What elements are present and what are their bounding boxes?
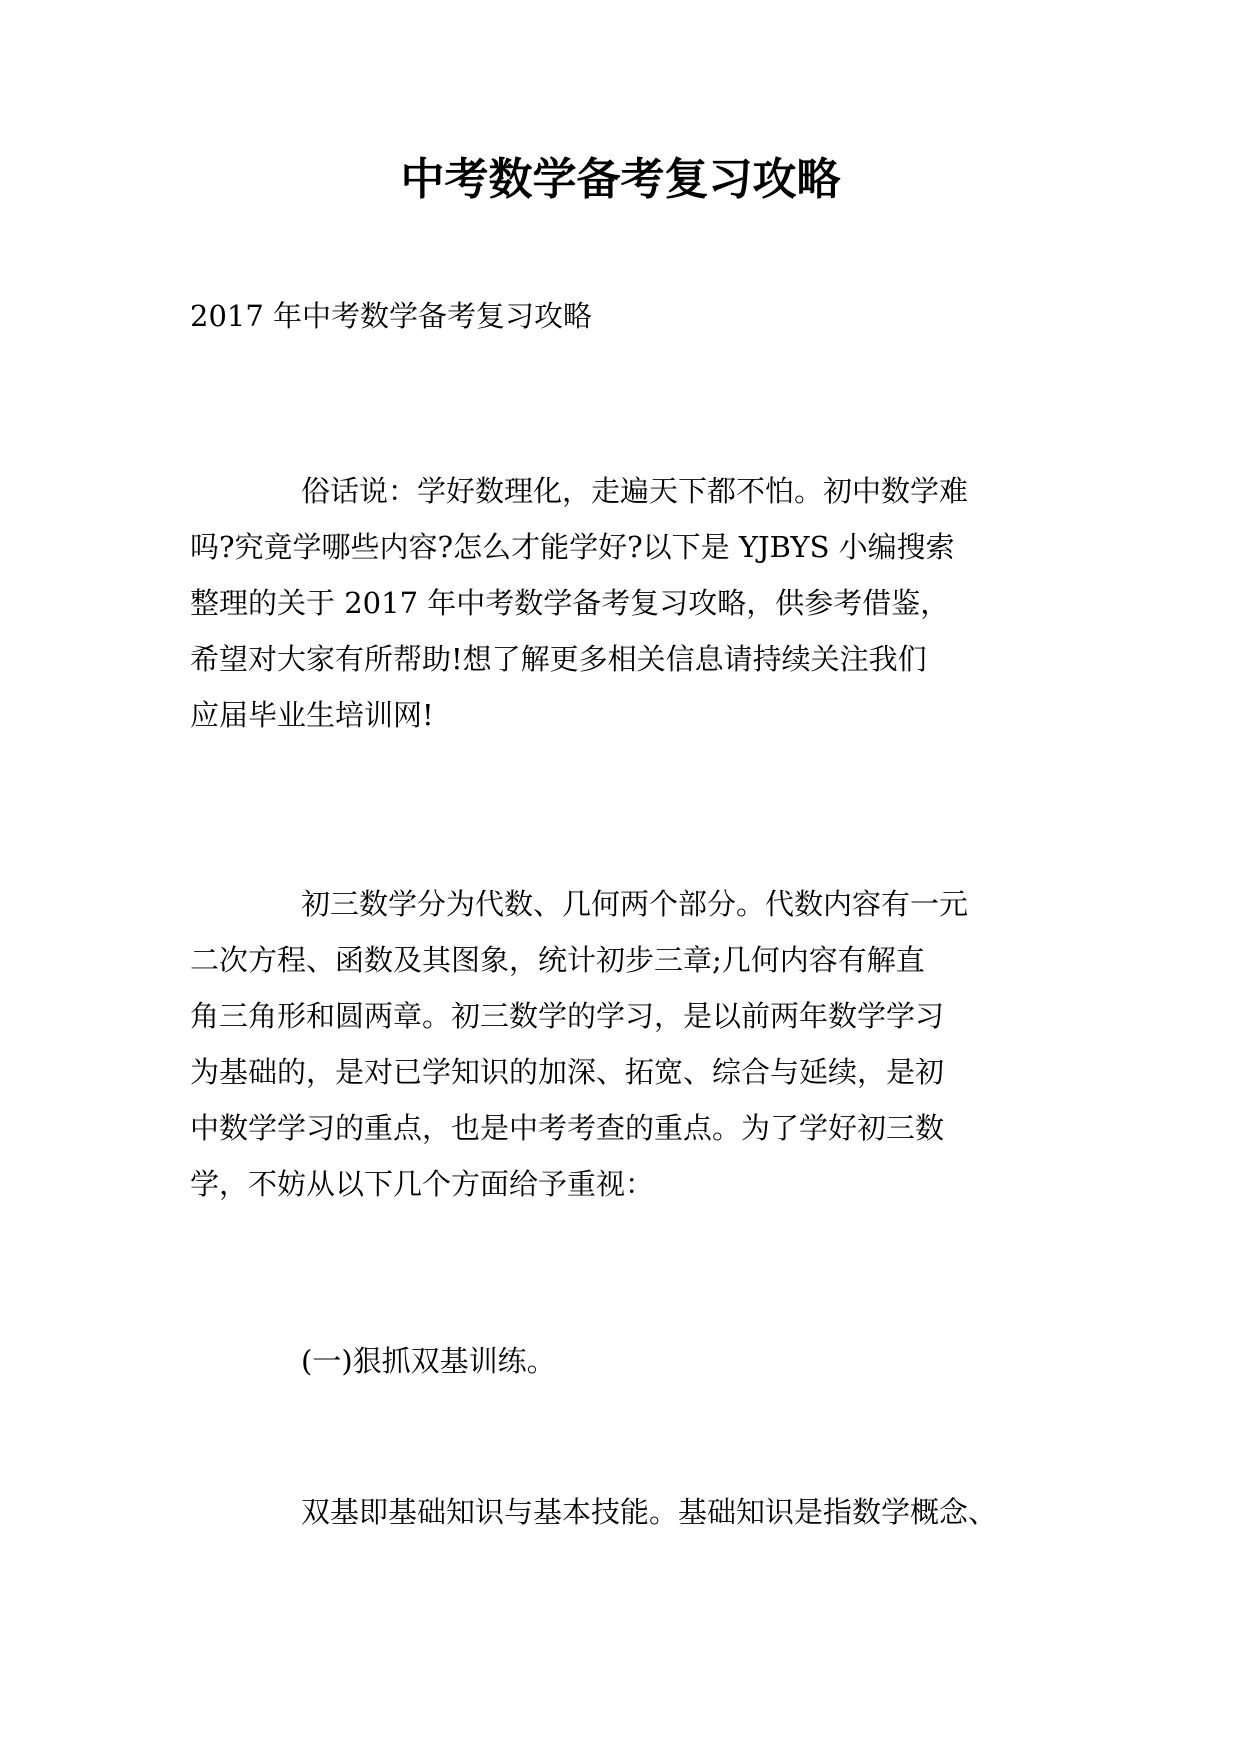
document-subtitle: 2017 年中考数学备考复习攻略 <box>190 299 593 333</box>
paragraph-line: 希望对大家有所帮助!想了解更多相关信息请持续关注我们 <box>190 642 927 676</box>
paragraph-basics <box>190 1484 1070 1540</box>
paragraph-line: 整理的关于 2017 年中考数学备考复习攻略，供参考借鉴， <box>190 586 950 620</box>
paragraph-line: 双基即基础知识与基本技能。基础知识是指数学概念、 <box>301 1495 998 1529</box>
paragraph-line: 角三角形和圆两章。初三数学的学习，是以前两年数学学习 <box>190 999 945 1033</box>
paragraph-line: 初三数学分为代数、几何两个部分。代数内容有一元 <box>301 887 969 921</box>
section-heading <box>190 1333 1070 1389</box>
paragraph-line: 二次方程、函数及其图象，统计初步三章;几何内容有解直 <box>190 943 925 977</box>
paragraph-line: 学，不妨从以下几个方面给予重视： <box>190 1167 655 1201</box>
paragraph-intro <box>190 463 1070 743</box>
paragraph-line: 应届毕业生培训网! <box>190 698 434 732</box>
paragraph-line: 为基础的，是对已学知识的加深、拓宽、综合与延续，是初 <box>190 1055 945 1089</box>
document-title: 中考数学备考复习攻略 <box>400 154 841 205</box>
paragraph-line: 中数学学习的重点，也是中考考查的重点。为了学好初三数 <box>190 1111 945 1145</box>
paragraph-overview <box>190 876 1070 1212</box>
paragraph-line: 俗话说：学好数理化，走遍天下都不怕。初中数学难 <box>301 474 969 508</box>
section-heading-text: (一)狠抓双基训练。 <box>301 1344 556 1378</box>
paragraph-line: 吗?究竟学哪些内容?怎么才能学好?以下是 YJBYS 小编搜索 <box>190 530 955 564</box>
